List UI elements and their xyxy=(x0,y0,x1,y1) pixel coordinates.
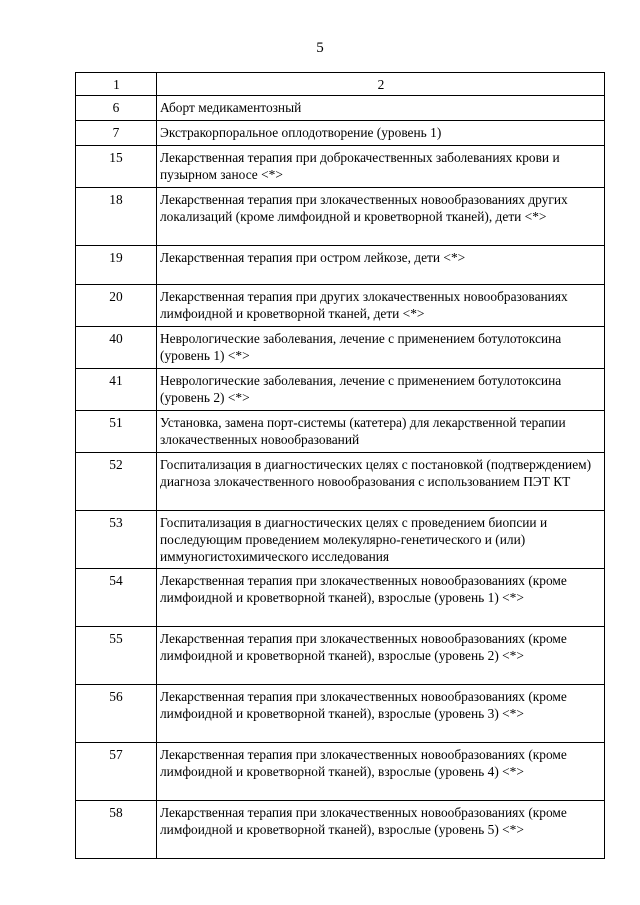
table-row xyxy=(76,569,605,627)
table-row xyxy=(76,411,605,453)
table-body xyxy=(76,73,605,859)
row-description: Лекарственная терапия при злокачественных новообразованиях других локализаций (кроме лимфоидной и кроветворной тканей), дети <*> xyxy=(157,188,605,246)
row-description: Госпитализация в диагностических целях с проведением биопсии и последующим проведением молекулярно-генетического и (или) иммуногистохимического исследования xyxy=(157,511,605,569)
row-description: Лекарственная терапия при злокачественных новообразованиях (кроме лимфоидной и кроветворной тканей), взрослые (уровень 2) <*> xyxy=(157,627,605,685)
row-number: 40 xyxy=(76,327,157,369)
row-description: Установка, замена порт-системы (катетера) для лекарственной терапии злокачественных новообразований xyxy=(157,411,605,453)
table-row xyxy=(76,627,605,685)
row-description: Госпитализация в диагностических целях с постановкой (подтверждением) диагноза злокачественного новообразования с использованием ПЭТ КТ xyxy=(157,453,605,511)
row-description: Аборт медикаментозный xyxy=(157,96,605,121)
row-number: 18 xyxy=(76,188,157,246)
table-row xyxy=(76,801,605,859)
row-number: 19 xyxy=(76,246,157,285)
data-table xyxy=(75,72,605,859)
row-number: 52 xyxy=(76,453,157,511)
row-description: Лекарственная терапия при злокачественных новообразованиях (кроме лимфоидной и кроветворной тканей), взрослые (уровень 1) <*> xyxy=(157,569,605,627)
row-description: Лекарственная терапия при злокачественных новообразованиях (кроме лимфоидной и кроветворной тканей), взрослые (уровень 4) <*> xyxy=(157,743,605,801)
row-number: 58 xyxy=(76,801,157,859)
table-row xyxy=(76,121,605,146)
table-row xyxy=(76,743,605,801)
row-description: Экстракорпоральное оплодотворение (уровень 1) xyxy=(157,121,605,146)
table-row xyxy=(76,685,605,743)
header-cell-col1: 1 xyxy=(76,73,157,96)
row-number: 20 xyxy=(76,285,157,327)
row-description: Лекарственная терапия при других злокачественных новообразованиях лимфоидной и кроветворной тканей, дети <*> xyxy=(157,285,605,327)
row-number: 57 xyxy=(76,743,157,801)
row-number: 7 xyxy=(76,121,157,146)
table-header-row xyxy=(76,73,605,96)
row-description: Лекарственная терапия при остром лейкозе, дети <*> xyxy=(157,246,605,285)
table-row xyxy=(76,453,605,511)
table-row xyxy=(76,327,605,369)
row-number: 6 xyxy=(76,96,157,121)
row-number: 41 xyxy=(76,369,157,411)
row-description: Лекарственная терапия при злокачественных новообразованиях (кроме лимфоидной и кроветворной тканей), взрослые (уровень 3) <*> xyxy=(157,685,605,743)
page-number: 5 xyxy=(316,40,324,56)
table-row xyxy=(76,188,605,246)
row-number: 55 xyxy=(76,627,157,685)
table-row xyxy=(76,511,605,569)
table-row xyxy=(76,96,605,121)
row-number: 53 xyxy=(76,511,157,569)
table-row xyxy=(76,246,605,285)
header-cell-col2: 2 xyxy=(157,73,605,96)
row-number: 15 xyxy=(76,146,157,188)
row-description: Неврологические заболевания, лечение с применением ботулотоксина (уровень 2) <*> xyxy=(157,369,605,411)
row-number: 56 xyxy=(76,685,157,743)
row-description: Лекарственная терапия при злокачественных новообразованиях (кроме лимфоидной и кроветворной тканей), взрослые (уровень 5) <*> xyxy=(157,801,605,859)
row-number: 54 xyxy=(76,569,157,627)
table-row xyxy=(76,285,605,327)
table-row xyxy=(76,146,605,188)
row-description: Лекарственная терапия при доброкачественных заболеваниях крови и пузырном заносе <*> xyxy=(157,146,605,188)
row-description: Неврологические заболевания, лечение с применением ботулотоксина (уровень 1) <*> xyxy=(157,327,605,369)
row-number: 51 xyxy=(76,411,157,453)
table-row xyxy=(76,369,605,411)
